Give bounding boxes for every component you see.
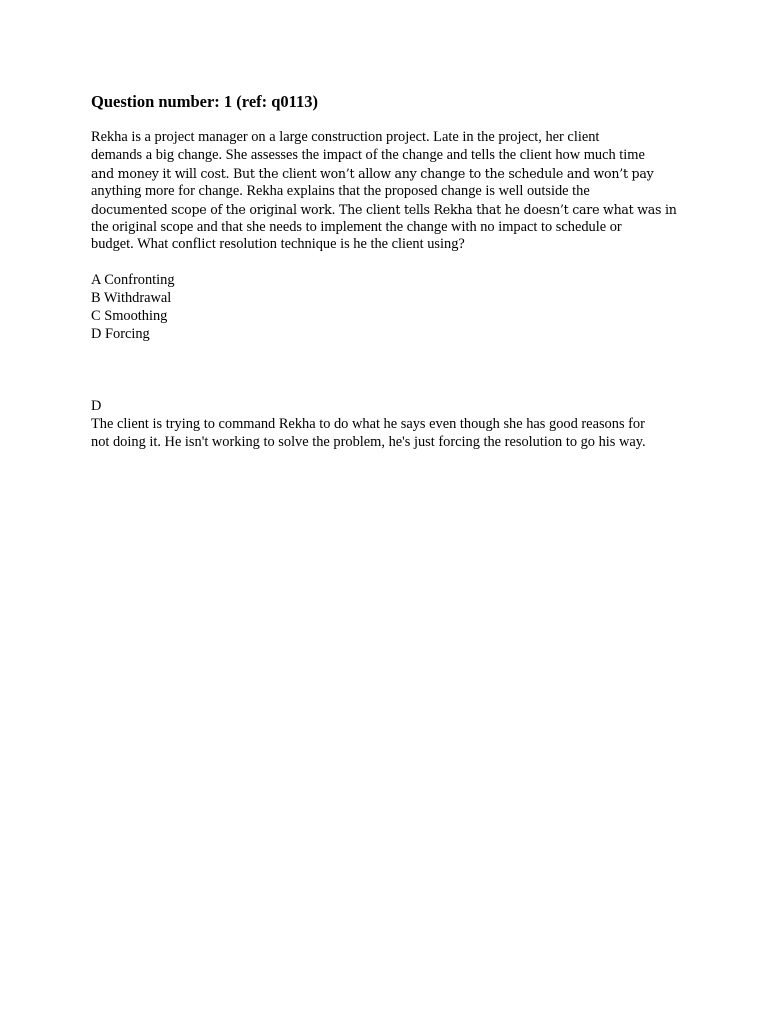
answer-options <box>91 272 681 344</box>
question-stem-line: Rekha is a project manager on a large construction project. Late in the project, her client <box>91 129 600 145</box>
option-b: B Withdrawal <box>91 289 172 306</box>
question-stem-line: anything more for change. Rekha explains that the proposed change is well outside the <box>91 182 590 199</box>
question-block <box>91 92 681 452</box>
option-d: D Forcing <box>91 325 150 342</box>
question-stem-line: demands a big change. She assesses the impact of the change and tells the client how much time <box>91 146 645 163</box>
question-stem-line: documented scope of the original work. The client tells Rekha that he doesn’t care what was in <box>91 201 677 217</box>
option-c: C Smoothing <box>91 307 168 324</box>
question-stem-line: the original scope and that she needs to implement the change with no impact to schedule or <box>91 218 622 235</box>
question-stem-line: and money it will cost. But the client won’t allow any change to the schedule and won’t pay <box>91 165 654 181</box>
question-stem <box>91 129 681 254</box>
answer-explanation <box>91 416 681 452</box>
explanation-line: not doing it. He isn't working to solve the problem, he's just forcing the resolution to go his way. <box>91 434 646 451</box>
option-a: A Confronting <box>91 271 175 288</box>
question-title: Question number: 1 (ref: q0113) <box>91 92 319 111</box>
question-stem-line: budget. What conflict resolution technique is he the client using? <box>91 236 465 253</box>
answer-letter: D <box>91 398 102 415</box>
explanation-line: The client is trying to command Rekha to do what he says even though she has good reasons for <box>91 416 645 433</box>
